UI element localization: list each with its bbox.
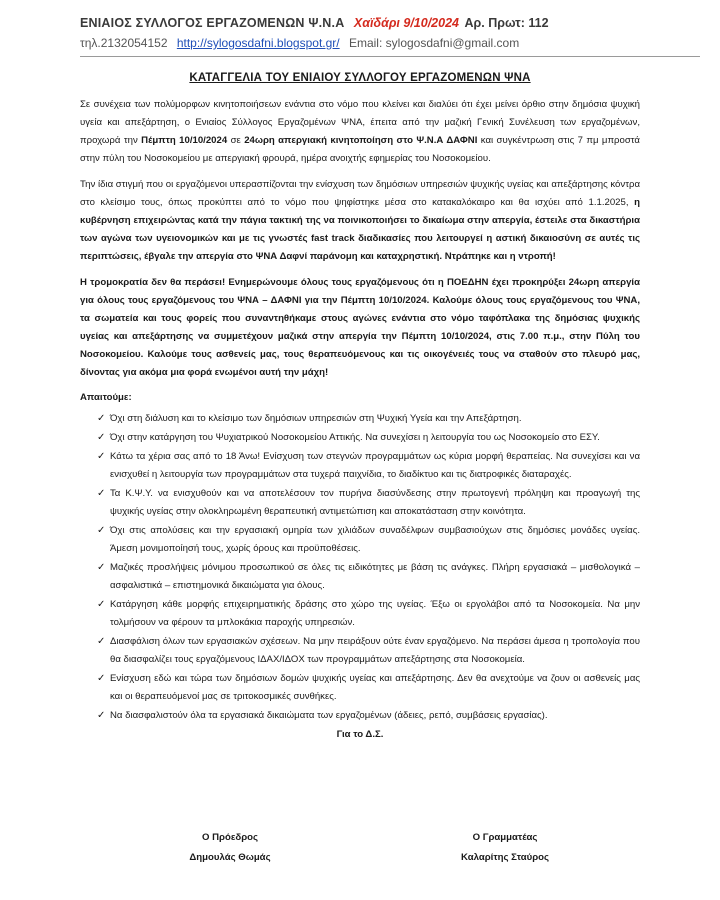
letterhead-line-2: [80, 34, 700, 52]
demands-heading: Απαιτούμε:: [80, 392, 132, 403]
demand-item: ✓ Όχι στην κατάργηση του Ψυχιατρικού Νοσοκομείου Αττικής. Να συνεχίσει η λειτουργία του ως Νοσοκομείο στο ΕΣΥ.: [80, 429, 640, 447]
letterhead: [80, 14, 700, 52]
demand-item: ✓ Όχι στις απολύσεις και την εργασιακή ομηρία των χιλιάδων συναδέλφων συμβασιούχων στις δημόσιες μονάδες υγείας. Άμεση μονιμοποίησή τους, χωρίς όρους και προϋποθέσεις.: [80, 522, 640, 558]
for-board-label: Για το Δ.Σ.: [336, 729, 384, 740]
president-signature: [170, 828, 290, 868]
demands-list: [80, 410, 640, 725]
paragraph-1: Σε συνέχεια των πολύμορφων κινητοποιήσεων ενάντια στο νόμο που κλείνει και διαλύει ότι έχει μείνει όρθιο στην δημόσια ψυχική υγεία και απεξάρτηση, ο Ενιαίος Σύλλογος Εργαζομένων ΨΝΑ, έπειτα από την μαζική Γενική Συνέλευση των εργαζομένων, προχωρά την Πέμπτη 10/10/2024 σε 24ωρη απεργιακή κινητοποίηση στο Ψ.Ν.Α ΔΑΦΝΙ και συγκέντρωση στις 7 πμ μπροστά στην πύλη του Νοσοκομείου με απεργιακή φρουρά, ημέρα ανοιχτής εφημερίας του Νοσοκομείου.: [80, 99, 640, 164]
paragraph-2: Την ίδια στιγμή που οι εργαζόμενοι υπερασπίζονται την ενίσχυση των δημόσιων υπηρεσιών ψυχικής υγείας και απεξάρτησης κόντρα στο κλείσιμο τους, όπως προκύπτει από το νόμο που ψηφίστηκε μέσα στο κατακαλόκαιρο και θα ισχύει από 1.1.2025, η κυβέρνηση επιχειρώντας κατά την πάγια τακτική της να ποινικοποιήσει το δικαίωμα στην απεργία, έστειλε στα δικαστήρια των αγώνα των υγειονομικών και με τις γνωστές fast track διαδικασίες που λειτουργεί η αστική δικαιοσύνη σε αυτές τις περιπτώσεις, έβγαλε την απεργία στο ΨΝΑ Δαφνί παράνομη και καταχρηστική. Ντράπηκε και η ντροπή!: [80, 179, 640, 262]
check-icon: ✓: [97, 710, 106, 721]
letterhead-line-1: [80, 14, 700, 32]
demand-item: ✓ Ενίσχυση εδώ και τώρα των δημόσιων δομών ψυχικής υγείας και απεξάρτησης. Δεν θα ανεχτούμε να ζουν οι ασθενείς μας και οι θεραπευόμενοί μας σε τριτοκοσμικές συνθήκες.: [80, 670, 640, 706]
check-icon: ✓: [97, 432, 106, 443]
demand-item: ✓ Κατάργηση κάθε μορφής επιχειρηματικής δράσης στο χώρο της υγείας. Έξω οι εργολάβοι από τα Νοσοκομεία. Να μην τολμήσουν να φέρουν τα μπλοκάκια παροχής υπηρεσιών.: [80, 596, 640, 632]
check-icon: ✓: [97, 451, 106, 462]
check-icon: ✓: [97, 488, 106, 499]
secretary-role: Ο Γραμματέας: [472, 832, 538, 843]
email-label: Email:: [348, 36, 383, 50]
paragraph-3: Η τρομοκρατία δεν θα περάσει! Ενημερώνουμε όλους τους εργαζόμενους ότι η ΠΟΕΔΗΝ έχει προκηρύξει 24ωρη απεργία για όλους τους εργαζόμενους του ΨΝΑ – ΔΑΦΝΙ για την Πέμπτη 10/10/2024. Καλούμε όλους τους εργαζόμενους του ΨΝΑ, τα σωματεία και τους φορείς που συναντηθήκαμε στους αγώνες ενάντια στο νόμο ταφόπλακα της δημόσιας ψυχικής υγείας και απεξάρτησης να συμμετέχουν μαζικά στην απεργία την Πέμπτη 10/10/2024, στις 7.00 π.μ., στην Πύλη του Νοσοκομείου. Καλούμε τους ασθενείς μας, τους θεραπευόμενους και τις οικογένειές τους να σταθούν στο πλευρό μας, δίνοντας για ακόμα μια φορά ενωμένοι αυτή την μάχη!: [80, 277, 640, 378]
protocol-number: Αρ. Πρωτ: 112: [464, 16, 549, 30]
organization-name: ΕΝΙΑΙΟΣ ΣΥΛΛΟΓΟΣ ΕΡΓΑΖΟΜΕΝΩΝ Ψ.Ν.Α: [80, 16, 345, 30]
president-role: Ο Πρόεδρος: [201, 832, 258, 843]
check-icon: ✓: [97, 673, 106, 684]
demand-item: ✓ Να διασφαλιστούν όλα τα εργασιακά δικαιώματα των εργαζομένων (άδειες, ρεπό, συμβάσεις εργασίας).: [80, 707, 640, 725]
secretary-name: Καλαρίτης Σταύρος: [461, 852, 549, 863]
check-icon: ✓: [97, 413, 106, 424]
phone-number: τηλ.2132054152: [80, 36, 168, 50]
website-link[interactable]: http://sylogosdafni.blogspot.gr/: [176, 36, 340, 50]
secretary-signature: [430, 828, 580, 868]
demand-item: ✓ Τα Κ.Ψ.Υ. να ενισχυθούν και να αποτελέσουν τον πυρήνα διασύνδεσης στην πρωτογενή πρόληψη και προαγωγή της ψυχικής υγείας στην ολοκληρωμένη θεραπευτική αντιμετώπιση και αποκατάσταση στην κοινότητα.: [80, 485, 640, 521]
email-address[interactable]: sylogosdafni@gmail.com: [385, 36, 520, 50]
check-icon: ✓: [97, 525, 106, 536]
check-icon: ✓: [97, 599, 106, 610]
header-divider: [80, 56, 700, 57]
document-title: ΚΑΤΑΓΓΕΛΙΑ ΤΟΥ ΕΝΙΑΙΟΥ ΣΥΛΛΟΓΟΥ ΕΡΓΑΖΟΜΕΝΩΝ ΨΝΑ: [189, 72, 531, 84]
document-body: [80, 96, 640, 744]
place-date: Χαϊδάρι 9/10/2024: [353, 16, 459, 30]
president-name: Δημουλάς Θωμάς: [189, 852, 271, 863]
demand-item: ✓ Κάτω τα χέρια σας από το 18 Άνω! Ενίσχυση των στεγνών προγραμμάτων ως κύρια μορφή θεραπείας. Να συνεχίσει και να ενισχυθεί η λειτουργία των προγραμμάτων στα τυχερά παιχνίδια, το διαδίκτυο και τις διατροφικές διαταραχές.: [80, 448, 640, 484]
demand-item: ✓ Διασφάλιση όλων των εργασιακών σχέσεων. Να μην πειράξουν ούτε έναν εργαζόμενο. Να περάσει άμεσα η τροπολογία που θα διασφαλίζει τους εργαζόμενους ΙΔΑΧ/ΙΔΟΧ των προγραμμάτων απεξάρτησης στα Νοσοκομεία.: [80, 633, 640, 669]
demand-item: ✓ Μαζικές προσλήψεις μόνιμου προσωπικού σε όλες τις ειδικότητες με βάση τις ανάγκες. Πλήρη εργασιακά – μισθολογικά – ασφαλιστικά – επιστημονικά δικαιώματα για όλους.: [80, 559, 640, 595]
check-icon: ✓: [97, 562, 106, 573]
check-icon: ✓: [97, 636, 106, 647]
demand-item: ✓ Όχι στη διάλυση και το κλείσιμο των δημόσιων υπηρεσιών στη Ψυχική Υγεία και την Απεξάρτηση.: [80, 410, 640, 428]
